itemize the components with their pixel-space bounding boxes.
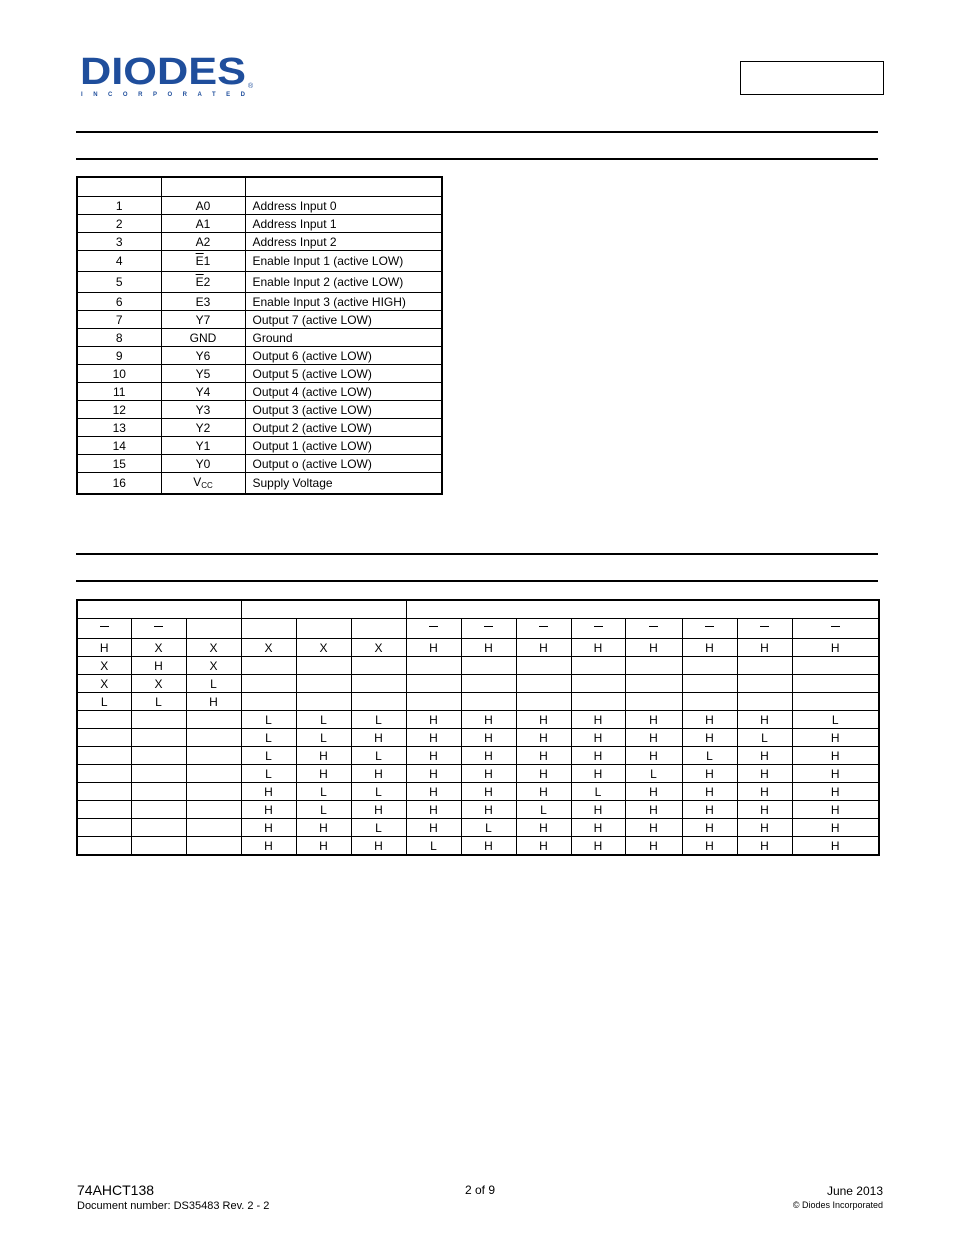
pin-function: Output 3 (active LOW) <box>245 401 442 419</box>
overbar-mark <box>594 626 603 627</box>
pin-function: Output 2 (active LOW) <box>245 419 442 437</box>
section-rule <box>76 158 878 160</box>
overbar-mark <box>429 626 438 627</box>
pin-number: 2 <box>77 215 161 233</box>
truth-cell <box>77 783 131 801</box>
truth-cell <box>461 675 516 693</box>
truth-cell: H <box>682 837 737 856</box>
truth-cell: H <box>516 765 571 783</box>
truth-cell: H <box>406 819 461 837</box>
truth-cell: H <box>571 819 625 837</box>
table-header-row <box>77 177 442 197</box>
truth-cell <box>77 729 131 747</box>
pin-number: 4 <box>77 251 161 272</box>
table-row <box>77 747 879 765</box>
truth-cell: H <box>682 765 737 783</box>
pin-function: Output 5 (active LOW) <box>245 365 442 383</box>
pin-number: 5 <box>77 272 161 293</box>
pin-function: Output o (active LOW) <box>245 455 442 473</box>
truth-cell: X <box>186 657 241 675</box>
truth-cell: L <box>792 711 879 729</box>
truth-cell: H <box>792 801 879 819</box>
pin-name: E3 <box>161 293 245 311</box>
pin-name: GND <box>161 329 245 347</box>
truth-cell <box>737 675 792 693</box>
table-row <box>77 675 879 693</box>
truth-cell: H <box>792 747 879 765</box>
truth-cell: H <box>406 639 461 657</box>
truth-cell <box>186 819 241 837</box>
pin-function: Enable Input 2 (active LOW) <box>245 272 442 293</box>
truth-cell: H <box>682 783 737 801</box>
truth-cell: L <box>296 783 351 801</box>
truth-cell <box>131 711 186 729</box>
truth-cell: H <box>737 819 792 837</box>
pin-description-table <box>76 176 443 495</box>
truth-cell: H <box>516 837 571 856</box>
svg-text:®: ® <box>248 83 254 90</box>
pin-name: Y1 <box>161 437 245 455</box>
truth-cell: H <box>406 747 461 765</box>
truth-cell: H <box>737 837 792 856</box>
table-row <box>77 311 442 329</box>
table-header-row <box>77 600 879 619</box>
truth-cell: L <box>77 693 131 711</box>
truth-cell: H <box>241 819 296 837</box>
truth-cell: H <box>737 801 792 819</box>
truth-cell: H <box>186 693 241 711</box>
footer-left <box>77 1182 269 1212</box>
pin-function: Output 1 (active LOW) <box>245 437 442 455</box>
truth-cell <box>351 675 406 693</box>
table-row <box>77 272 442 293</box>
truth-cell <box>131 837 186 856</box>
truth-cell: H <box>516 783 571 801</box>
truth-cell <box>131 765 186 783</box>
overbar-mark <box>100 626 109 627</box>
section-rule <box>76 580 878 582</box>
truth-cell: H <box>792 837 879 856</box>
table-row <box>77 693 879 711</box>
truth-cell: L <box>241 747 296 765</box>
overbar-mark <box>154 626 163 627</box>
pin-function: Address Input 0 <box>245 197 442 215</box>
truth-cell: L <box>241 765 296 783</box>
table-row <box>77 455 442 473</box>
truth-cell: H <box>296 819 351 837</box>
truth-cell: H <box>461 783 516 801</box>
table-row <box>77 329 442 347</box>
truth-cell: H <box>516 639 571 657</box>
truth-cell: X <box>241 639 296 657</box>
truth-cell: H <box>682 639 737 657</box>
truth-cell <box>792 657 879 675</box>
pin-number: 13 <box>77 419 161 437</box>
truth-cell: H <box>737 783 792 801</box>
truth-cell: H <box>406 765 461 783</box>
table-row <box>77 437 442 455</box>
truth-cell: H <box>571 711 625 729</box>
table-row <box>77 819 879 837</box>
truth-cell <box>406 693 461 711</box>
truth-cell <box>77 711 131 729</box>
truth-cell: H <box>461 639 516 657</box>
truth-cell <box>186 837 241 856</box>
truth-cell: H <box>296 837 351 856</box>
truth-cell: L <box>351 783 406 801</box>
truth-cell <box>406 675 461 693</box>
truth-cell: H <box>792 819 879 837</box>
section-rule <box>76 553 878 555</box>
truth-cell <box>571 675 625 693</box>
diodes-logo <box>80 52 255 98</box>
pin-number: 16 <box>77 473 161 495</box>
pin-name: Y2 <box>161 419 245 437</box>
pin-name-suffix: 1 <box>203 254 211 268</box>
truth-cell: H <box>792 765 879 783</box>
overbar-mark <box>705 626 714 627</box>
truth-cell: H <box>516 729 571 747</box>
truth-cell: H <box>792 783 879 801</box>
table-row <box>77 801 879 819</box>
truth-cell: H <box>406 729 461 747</box>
table-row <box>77 639 879 657</box>
truth-cell: X <box>131 639 186 657</box>
truth-cell: H <box>571 765 625 783</box>
pin-number: 9 <box>77 347 161 365</box>
truth-cell: H <box>625 801 682 819</box>
truth-cell: L <box>351 711 406 729</box>
pin-name: Y3 <box>161 401 245 419</box>
truth-cell: X <box>131 675 186 693</box>
overbar-mark <box>831 626 840 627</box>
truth-cell: H <box>406 801 461 819</box>
pin-name <box>161 272 245 293</box>
pin-name-main: $\overline{E}$ <box>195 275 204 289</box>
truth-cell <box>571 693 625 711</box>
pin-function: Enable Input 1 (active LOW) <box>245 251 442 272</box>
truth-cell <box>461 693 516 711</box>
truth-cell: H <box>406 711 461 729</box>
truth-cell: H <box>571 747 625 765</box>
truth-cell: L <box>296 801 351 819</box>
table-row <box>77 473 442 495</box>
truth-cell: H <box>737 711 792 729</box>
table-row <box>77 293 442 311</box>
pin-name <box>161 473 245 495</box>
pin-name: A2 <box>161 233 245 251</box>
truth-cell: H <box>737 765 792 783</box>
truth-cell <box>516 693 571 711</box>
truth-cell <box>77 837 131 856</box>
truth-cell <box>296 657 351 675</box>
table-row <box>77 215 442 233</box>
truth-cell: L <box>406 837 461 856</box>
pin-function: Address Input 1 <box>245 215 442 233</box>
truth-cell <box>351 693 406 711</box>
truth-cell: H <box>241 783 296 801</box>
truth-cell: H <box>625 747 682 765</box>
truth-cell: H <box>792 729 879 747</box>
footer-page-number: 2 of 9 <box>465 1183 496 1197</box>
truth-cell: H <box>461 711 516 729</box>
truth-cell <box>571 657 625 675</box>
truth-cell: H <box>571 639 625 657</box>
truth-cell: H <box>516 747 571 765</box>
truth-cell: L <box>461 819 516 837</box>
pin-name-main: V <box>193 475 202 489</box>
truth-cell: H <box>461 729 516 747</box>
truth-cell: H <box>241 837 296 856</box>
truth-cell <box>682 675 737 693</box>
table-row <box>77 365 442 383</box>
truth-cell: H <box>516 711 571 729</box>
truth-cell: H <box>682 711 737 729</box>
pin-name: A1 <box>161 215 245 233</box>
truth-cell: H <box>351 765 406 783</box>
truth-cell <box>186 729 241 747</box>
truth-cell: H <box>461 837 516 856</box>
truth-cell <box>131 747 186 765</box>
overbar-mark <box>484 626 493 627</box>
truth-cell: L <box>131 693 186 711</box>
truth-cell: L <box>296 711 351 729</box>
truth-cell: L <box>682 747 737 765</box>
truth-cell <box>186 783 241 801</box>
svg-text:DIODES: DIODES <box>80 52 246 93</box>
truth-cell: H <box>682 729 737 747</box>
part-number-box <box>740 61 884 95</box>
table-row <box>77 233 442 251</box>
footer-copyright: © Diodes Incorporated <box>792 1200 883 1210</box>
truth-cell <box>131 819 186 837</box>
truth-cell: X <box>186 639 241 657</box>
truth-cell <box>737 657 792 675</box>
truth-cell <box>625 675 682 693</box>
truth-cell: L <box>241 711 296 729</box>
table-row <box>77 783 879 801</box>
truth-cell: H <box>461 765 516 783</box>
truth-cell <box>131 783 186 801</box>
truth-cell: H <box>351 729 406 747</box>
truth-cell: H <box>351 801 406 819</box>
truth-cell: H <box>682 801 737 819</box>
table-row <box>77 383 442 401</box>
truth-cell: H <box>571 801 625 819</box>
truth-cell <box>406 657 461 675</box>
truth-cell: L <box>296 729 351 747</box>
pin-number: 14 <box>77 437 161 455</box>
pin-name: A0 <box>161 197 245 215</box>
truth-cell: H <box>131 657 186 675</box>
footer-part-number: 74AHCT138 <box>77 1182 155 1198</box>
truth-cell: H <box>241 801 296 819</box>
table-row <box>77 837 879 856</box>
table-row <box>77 657 879 675</box>
truth-cell <box>131 801 186 819</box>
truth-cell <box>186 747 241 765</box>
truth-cell <box>516 675 571 693</box>
truth-cell: L <box>351 747 406 765</box>
truth-cell <box>516 657 571 675</box>
truth-cell: L <box>351 819 406 837</box>
pin-name: Y0 <box>161 455 245 473</box>
truth-cell <box>682 657 737 675</box>
truth-cell: X <box>77 657 131 675</box>
truth-cell: H <box>792 639 879 657</box>
truth-cell: H <box>516 819 571 837</box>
truth-cell: H <box>625 819 682 837</box>
pin-number: 8 <box>77 329 161 347</box>
truth-cell: H <box>571 729 625 747</box>
pin-name: Y7 <box>161 311 245 329</box>
truth-cell <box>792 675 879 693</box>
pin-number: 6 <box>77 293 161 311</box>
pin-number: 1 <box>77 197 161 215</box>
table-row <box>77 419 442 437</box>
table-row <box>77 711 879 729</box>
truth-cell <box>131 729 186 747</box>
pin-function: Output 6 (active LOW) <box>245 347 442 365</box>
pin-name-subscript: CC <box>201 481 213 490</box>
truth-cell: H <box>351 837 406 856</box>
pin-function: Address Input 2 <box>245 233 442 251</box>
section-rule <box>76 131 878 133</box>
pin-name-suffix: 2 <box>203 275 211 289</box>
truth-cell: L <box>625 765 682 783</box>
pin-function: Ground <box>245 329 442 347</box>
truth-cell: L <box>737 729 792 747</box>
truth-cell <box>792 693 879 711</box>
truth-cell <box>296 693 351 711</box>
truth-cell <box>241 675 296 693</box>
truth-cell <box>77 765 131 783</box>
truth-cell <box>625 693 682 711</box>
table-row <box>77 347 442 365</box>
truth-cell: H <box>737 747 792 765</box>
truth-cell <box>296 675 351 693</box>
footer-document-number: Document number: DS35483 Rev. 2 - 2 <box>77 1200 270 1212</box>
truth-cell <box>241 657 296 675</box>
truth-cell <box>461 657 516 675</box>
overbar-mark <box>539 626 548 627</box>
truth-cell <box>186 711 241 729</box>
truth-cell: H <box>625 639 682 657</box>
truth-cell: X <box>296 639 351 657</box>
overbar-mark <box>649 626 658 627</box>
svg-text:INCORPORATED: INCORPORATED <box>81 92 245 98</box>
truth-cell <box>351 657 406 675</box>
footer-date: June 2013 <box>826 1184 883 1198</box>
table-row <box>77 765 879 783</box>
table-row <box>77 197 442 215</box>
truth-cell <box>737 693 792 711</box>
truth-cell <box>77 747 131 765</box>
pin-name: Y4 <box>161 383 245 401</box>
function-truth-table <box>76 599 880 856</box>
pin-name: Y5 <box>161 365 245 383</box>
truth-cell: X <box>77 675 131 693</box>
truth-cell: H <box>406 783 461 801</box>
truth-cell: H <box>625 729 682 747</box>
truth-cell: X <box>351 639 406 657</box>
footer-right <box>793 1184 883 1210</box>
pin-function: Supply Voltage <box>245 473 442 495</box>
truth-cell <box>625 657 682 675</box>
pin-function: Output 7 (active LOW) <box>245 311 442 329</box>
truth-cell: H <box>461 801 516 819</box>
truth-cell: H <box>296 765 351 783</box>
truth-cell: L <box>241 729 296 747</box>
truth-cell: L <box>186 675 241 693</box>
pin-number: 3 <box>77 233 161 251</box>
overbar-mark <box>760 626 769 627</box>
table-header-row <box>77 619 879 639</box>
truth-cell: H <box>461 747 516 765</box>
truth-cell: H <box>77 639 131 657</box>
pin-function: Enable Input 3 (active HIGH) <box>245 293 442 311</box>
truth-cell <box>77 801 131 819</box>
table-row <box>77 729 879 747</box>
pin-name <box>161 251 245 272</box>
truth-cell: H <box>682 819 737 837</box>
table-row <box>77 401 442 419</box>
truth-cell: H <box>625 711 682 729</box>
truth-cell <box>186 801 241 819</box>
truth-cell: H <box>296 747 351 765</box>
truth-cell: H <box>737 639 792 657</box>
pin-number: 7 <box>77 311 161 329</box>
truth-cell: H <box>625 783 682 801</box>
pin-number: 15 <box>77 455 161 473</box>
pin-number: 10 <box>77 365 161 383</box>
pin-function: Output 4 (active LOW) <box>245 383 442 401</box>
truth-cell: L <box>571 783 625 801</box>
truth-cell <box>77 819 131 837</box>
pin-number: 12 <box>77 401 161 419</box>
truth-cell <box>241 693 296 711</box>
truth-cell: L <box>516 801 571 819</box>
truth-cell: H <box>571 837 625 856</box>
truth-cell: H <box>625 837 682 856</box>
truth-cell <box>186 765 241 783</box>
table-row <box>77 251 442 272</box>
pin-name: Y6 <box>161 347 245 365</box>
pin-name-main: $\overline{E}$ <box>195 254 204 268</box>
pin-number: 11 <box>77 383 161 401</box>
truth-cell <box>682 693 737 711</box>
